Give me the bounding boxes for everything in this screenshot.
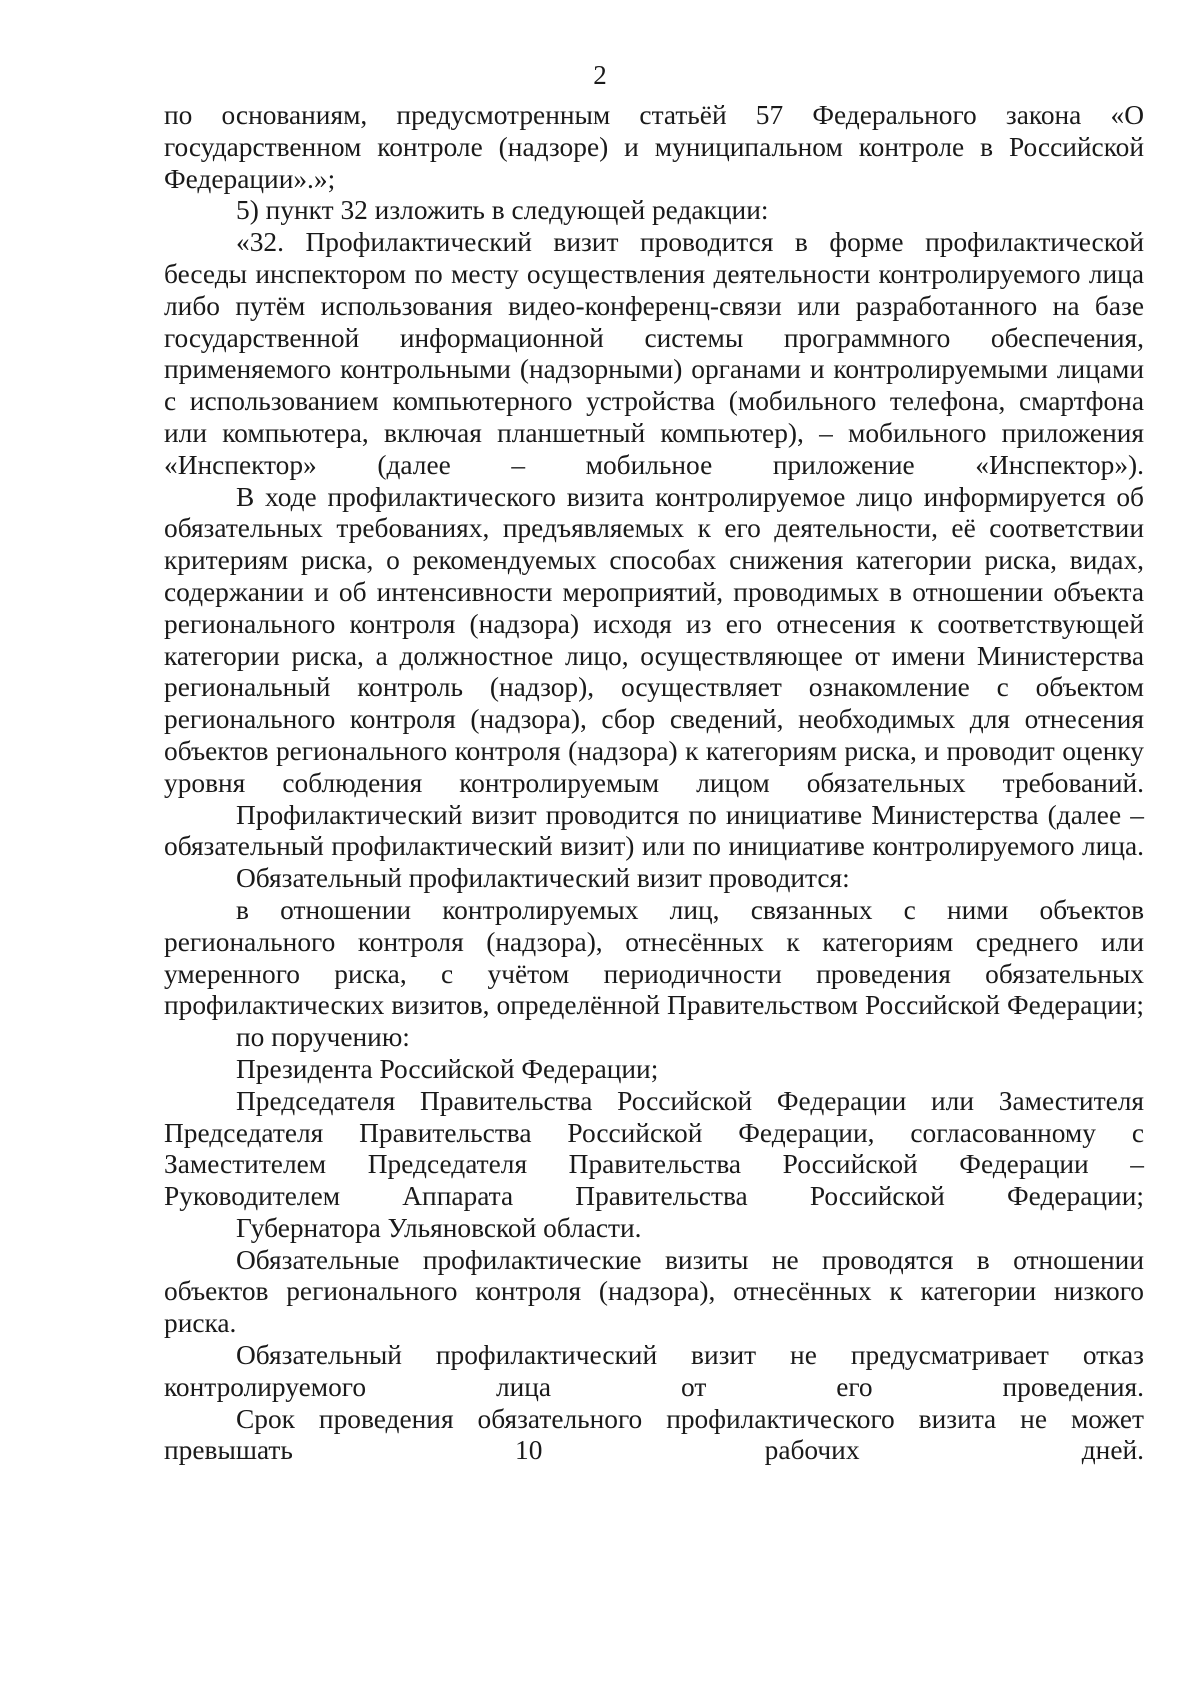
paragraph: в отношении контролируемых лиц, связанных с ними объектов регионального контроля (надзора), отнесённых к категориям среднего или умеренного риска, с учётом периодичности проведения обязательных профилактических визитов, определённой Правительством Российской Федерации; — [164, 894, 1144, 1021]
document-body — [164, 100, 1144, 1467]
paragraph: Президента Российской Федерации; — [236, 1053, 659, 1084]
paragraph: Обязательный профилактический визит проводится: — [236, 863, 850, 894]
page-number: 2 — [593, 60, 607, 90]
paragraph: Обязательные профилактические визиты не проводятся в отношении объектов регионального контроля (надзора), отнесённых к категории низкого риска. — [164, 1244, 1144, 1339]
paragraph: «32. Профилактический визит проводится в форме профилактической беседы инспектором по месту осуществления деятельности контролируемого лица либо путём использования видео-конференц-связи или разработанного на базе государственной информационной системы программного обеспечения, применяемого контрольными (надзорными) органами и контролируемыми лицами с использованием компьютерного устройства (мобильного телефона, смартфона или компьютера, включая планшетный компьютер), – мобильного приложения «Инспектор» (далее – мобильное приложение «Инспектор»). — [164, 227, 1144, 480]
paragraph: по поручению: — [236, 1022, 410, 1053]
paragraph: Срок проведения обязательного профилактического визита не может превышать 10 рабочих дней. — [164, 1403, 1144, 1466]
paragraph: В ходе профилактического визита контролируемое лицо информируется об обязательных требованиях, предъявляемых к его деятельности, её соответствии критериям риска, о рекомендуемых способах снижения категории риска, видах, содержании и об интенсивности мероприятий, проводимых в отношении объекта регионального контроля (надзора) исходя из его отнесения к соответствующей категории риска, а должностное лицо, осуществляющее от имени Министерства региональный контроль (надзор), осуществляет ознакомление с объектом регионального контроля (надзора), сбор сведений, необходимых для отнесения объектов регионального контроля (надзора) к категориям риска, и проводит оценку уровня соблюдения контролируемым лицом обязательных требований. — [164, 481, 1144, 798]
paragraph: 5) пункт 32 изложить в следующей редакции: — [236, 195, 769, 226]
paragraph: Обязательный профилактический визит не предусматривает отказ контролируемого лица от его проведения. — [164, 1340, 1144, 1402]
paragraph: по основаниям, предусмотренным статьёй 57 Федерального закона «О государственном контроле (надзоре) и муниципальном контроле в Российской Федерации».»; — [164, 100, 1144, 194]
paragraph: Губернатора Ульяновской области. — [236, 1212, 642, 1243]
paragraph: Профилактический визит проводится по инициативе Министерства (далее – обязательный профилактический визит) или по инициативе контролируемого лица. — [164, 799, 1144, 862]
paragraph: Председателя Правительства Российской Федерации или Заместителя Председателя Правительства Российской Федерации, согласованному с Заместителем Председателя Правительства Российской Федерации – Руководителем Аппарата Правительства Российской Федерации; — [164, 1085, 1144, 1212]
